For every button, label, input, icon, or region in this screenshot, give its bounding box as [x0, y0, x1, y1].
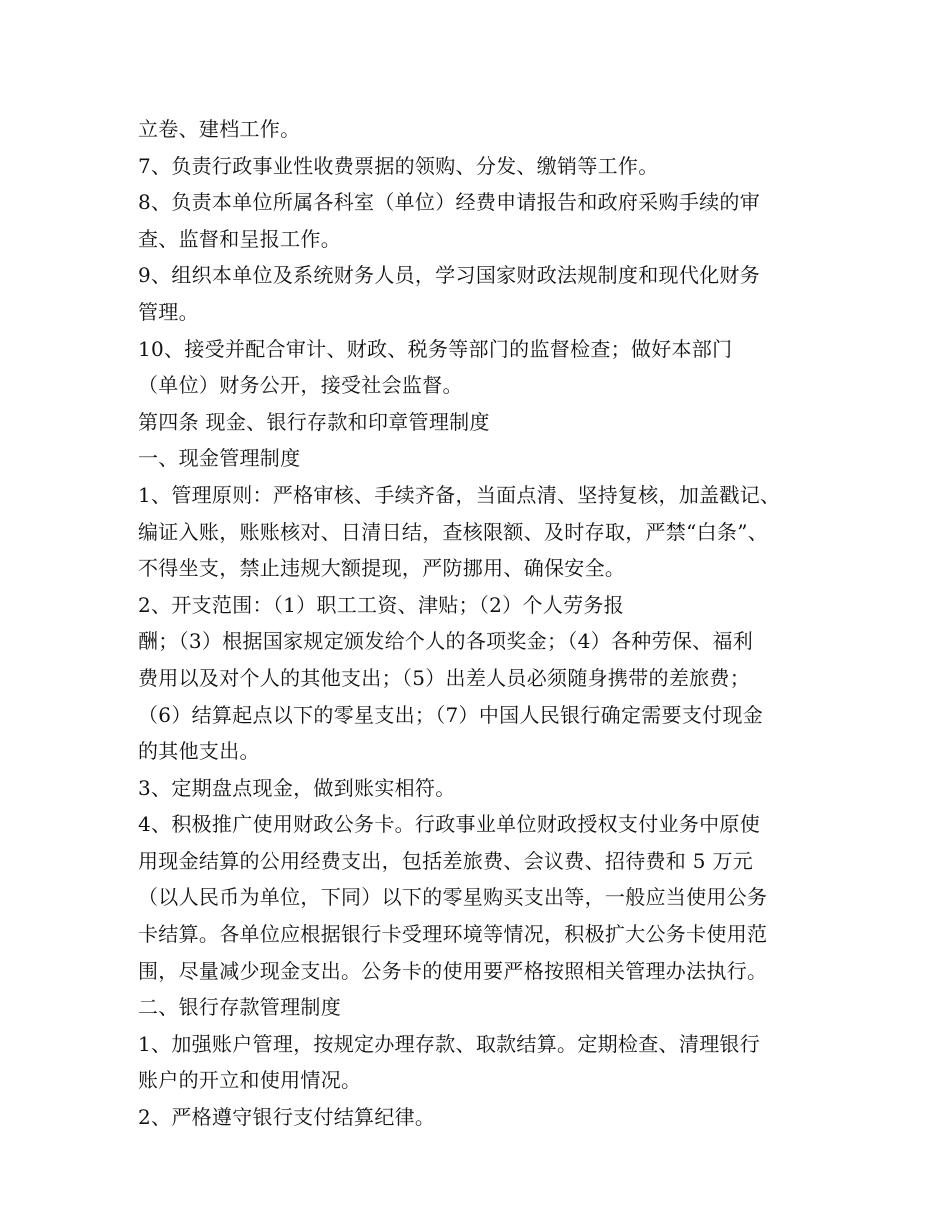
- text-line: （单位）财务公开，接受社会监督。: [138, 373, 463, 398]
- text-line: 不得坐支，禁止违规大额提现，严防挪用、确保安全。: [138, 556, 626, 581]
- text-line: 费用以及对个人的其他支出；（5）出差人员必须随身携带的差旅费；: [138, 665, 751, 690]
- text-line: 10、接受并配合审计、财政、税务等部门的监督检查；做好本部门: [138, 336, 733, 361]
- text-line: 查、监督和呈报工作。: [138, 226, 341, 251]
- text-line: 2、开支范围：（1）职工工资、津贴；（2）个人劳务报: [138, 592, 624, 617]
- subsection-heading: 二、银行存款管理制度: [138, 995, 341, 1020]
- text-line: 酬；（3）根据国家规定颁发给个人的各项奖金；（4）各种劳保、福利: [138, 629, 754, 654]
- text-line: 管理。: [138, 299, 199, 324]
- text-line: 3、定期盘点现金，做到账实相符。: [138, 775, 456, 800]
- text-line: （6）结算起点以下的零星支出；（7）中国人民银行确定需要支付现金: [138, 702, 764, 727]
- text-line: 围，尽量减少现金支出。公务卡的使用要严格按照相关管理办法执行。: [138, 958, 768, 983]
- text-line: 用现金结算的公用经费支出，包括差旅费、会议费、招待费和 5 万元: [138, 848, 754, 873]
- text-line: 立卷、建档工作。: [138, 117, 301, 141]
- text-line: 的其他支出。: [138, 739, 260, 764]
- text-line: 卡结算。各单位应根据银行卡受理环境等情况，积极扩大公务卡使用范: [138, 922, 768, 947]
- text-line: （以人民币为单位，下同）以下的零星购买支出等，一般应当使用公务: [138, 885, 768, 910]
- text-line: 4、积极推广使用财政公务卡。行政事业单位财政授权支付业务中原使: [138, 812, 761, 837]
- subsection-heading: 一、现金管理制度: [138, 446, 301, 471]
- text-line: 9、组织本单位及系统财务人员，学习国家财政法规制度和现代化财务: [138, 263, 761, 288]
- text-line: 1、加强账户管理，按规定办理存款、取款结算。定期检查、清理银行: [138, 1031, 761, 1056]
- text-line: 2、严格遵守银行支付结算纪律。: [138, 1105, 436, 1130]
- text-line: 1、管理原则：严格审核、手续齐备，当面点清、坚持复核，加盖戳记、: [138, 482, 781, 507]
- document-body: [138, 111, 828, 1136]
- section-heading: 第四条 现金、银行存款和印章管理制度: [138, 409, 490, 434]
- text-line: 8、负责本单位所属各科室（单位）经费申请报告和政府采购手续的审: [138, 190, 761, 215]
- text-line: 编证入账，账账核对、日清日结，查核限额、及时存取，严禁“白条”、: [138, 519, 769, 544]
- text-line: 账户的开立和使用情况。: [138, 1068, 362, 1093]
- text-line: 7、负责行政事业性收费票据的领购、分发、缴销等工作。: [138, 153, 659, 178]
